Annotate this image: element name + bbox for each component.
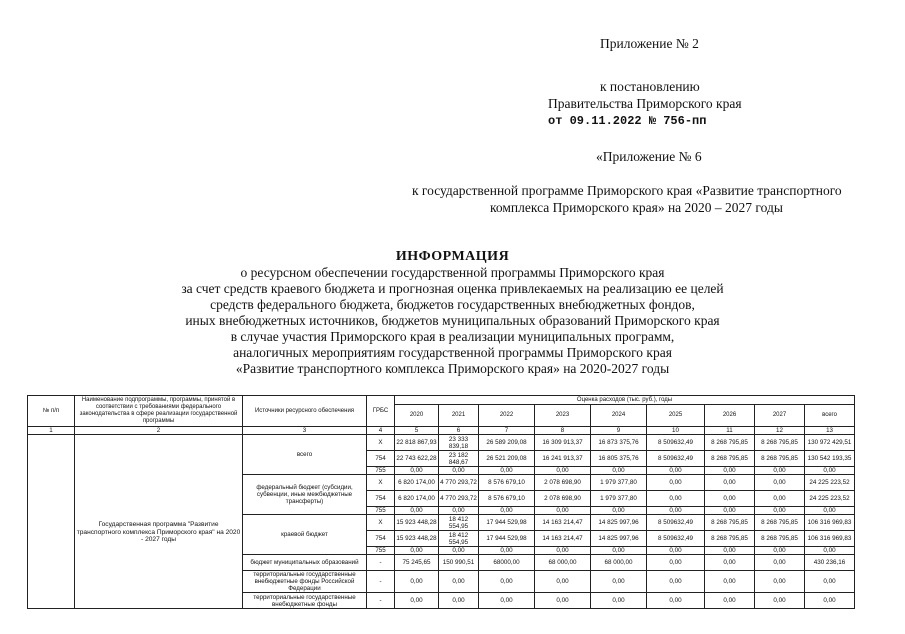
value-cell: 68 000,00 — [591, 555, 647, 571]
value-cell: 0,00 — [591, 593, 647, 609]
value-cell: 16 241 913,37 — [535, 451, 591, 467]
title-line-4: иных внебюджетных источников, бюджетов муниципальных образований Приморского края — [185, 313, 720, 328]
value-cell: 8 509632,49 — [647, 435, 705, 451]
value-cell: 8 268 795,85 — [705, 531, 755, 547]
value-cell: 8 268 795,85 — [755, 531, 805, 547]
value-cell: 0,00 — [805, 593, 855, 609]
value-cell: 16 309 913,37 — [535, 435, 591, 451]
grbs-cell: Х — [367, 435, 395, 451]
value-cell: 0,00 — [439, 547, 479, 555]
title-line-2: за счет средств краевого бюджета и прогнозная оценка привлекаемых на реализацию ее целей — [181, 281, 724, 296]
row-num — [28, 435, 75, 609]
year-2022: 2022 — [479, 405, 535, 427]
value-cell: 0,00 — [755, 547, 805, 555]
value-cell: 6 820 174,00 — [395, 491, 439, 507]
value-cell: 0,00 — [395, 507, 439, 515]
title-line-3: средств федерального бюджета, бюджетов государственных внебюджетных фондов, — [210, 297, 695, 312]
grbs-cell: 754 — [367, 491, 395, 507]
value-cell: 14 825 997,96 — [591, 531, 647, 547]
value-cell: 0,00 — [647, 507, 705, 515]
value-cell: 8 268 795,85 — [705, 435, 755, 451]
title-line-6: аналогичных мероприятиям государственной программы Приморского края — [233, 345, 672, 360]
value-cell: 68 000,00 — [535, 555, 591, 571]
table-header — [28, 396, 905, 427]
value-cell: 0,00 — [535, 593, 591, 609]
year-2026: 2026 — [705, 405, 755, 427]
value-cell: 0,00 — [591, 547, 647, 555]
header-source: Источники ресурсного обеспечения — [243, 396, 367, 427]
value-cell: 0,00 — [755, 467, 805, 475]
value-cell: 0,00 — [591, 507, 647, 515]
value-cell: 0,00 — [805, 547, 855, 555]
grbs-cell: 755 — [367, 507, 395, 515]
value-cell: 15 923 448,28 — [395, 515, 439, 531]
index-cell-2: 2 — [75, 427, 243, 435]
value-cell: 8 576 679,10 — [479, 491, 535, 507]
value-cell: 0,00 — [439, 507, 479, 515]
value-cell: 15 923 448,28 — [395, 531, 439, 547]
index-cell-10: 10 — [647, 427, 705, 435]
value-cell: 0,00 — [395, 547, 439, 555]
value-cell: 6 820 174,00 — [395, 475, 439, 491]
value-cell: 0,00 — [805, 571, 855, 593]
value-cell: 26 521 209,08 — [479, 451, 535, 467]
value-cell: 0,00 — [755, 475, 805, 491]
index-cell-3: 3 — [243, 427, 367, 435]
grbs-cell: Х — [367, 515, 395, 531]
index-cell-4: 4 — [367, 427, 395, 435]
value-cell: 0,00 — [647, 571, 705, 593]
value-cell: 4 770 293,72 — [439, 491, 479, 507]
value-cell: 0,00 — [535, 547, 591, 555]
source-cell: федеральный бюджет (субсидии, субвенции, иные межбюджетные трансферты) — [243, 475, 367, 515]
value-cell: 18 412 554,95 — [439, 515, 479, 531]
value-cell: 16 873 375,76 — [591, 435, 647, 451]
title-line-5: в случае участия Приморского края в реализации муниципальных программ, — [230, 329, 675, 344]
value-cell: 0,00 — [535, 507, 591, 515]
value-cell: 1 979 377,80 — [591, 491, 647, 507]
value-cell: 8 268 795,85 — [755, 515, 805, 531]
year-2021: 2021 — [439, 405, 479, 427]
value-cell: 0,00 — [647, 475, 705, 491]
header-name: Наименование подпрограммы, программы, принятой в соответствии с требованиями федерального законодательства в сфере реализации государственной программы — [75, 396, 243, 427]
index-cell-7: 7 — [479, 427, 535, 435]
value-cell: 0,00 — [755, 555, 805, 571]
source-cell: бюджет муниципальных образований — [243, 555, 367, 571]
value-cell: 0,00 — [705, 467, 755, 475]
value-cell: 22 818 867,93 — [395, 435, 439, 451]
value-cell: 23 182 848,67 — [439, 451, 479, 467]
grbs-cell: Х — [367, 475, 395, 491]
value-cell: 0,00 — [395, 467, 439, 475]
value-cell: 8 576 679,10 — [479, 475, 535, 491]
value-cell: 8 268 795,85 — [705, 451, 755, 467]
value-cell: 0,00 — [479, 467, 535, 475]
value-cell: 0,00 — [705, 547, 755, 555]
year-2027: 2027 — [755, 405, 805, 427]
index-cell-12: 12 — [755, 427, 805, 435]
value-cell: 18 412 554,95 — [439, 531, 479, 547]
index-cell-8: 8 — [535, 427, 591, 435]
value-cell: 8 268 795,85 — [705, 515, 755, 531]
value-cell: 0,00 — [805, 467, 855, 475]
grbs-cell: - — [367, 571, 395, 593]
value-cell: 0,00 — [755, 593, 805, 609]
value-cell: 0,00 — [395, 593, 439, 609]
value-cell: 8 509632,49 — [647, 531, 705, 547]
government-label: Правительства Приморского края — [548, 96, 742, 111]
value-cell: 0,00 — [755, 507, 805, 515]
value-cell: 0,00 — [439, 571, 479, 593]
index-cell-11: 11 — [705, 427, 755, 435]
index-cell-9: 9 — [591, 427, 647, 435]
value-cell: 8 268 795,85 — [755, 435, 805, 451]
index-cell-6: 6 — [439, 427, 479, 435]
year-2025: 2025 — [647, 405, 705, 427]
value-cell: 0,00 — [705, 571, 755, 593]
value-cell: 0,00 — [705, 555, 755, 571]
value-cell: 0,00 — [439, 467, 479, 475]
value-cell: 17 944 529,98 — [479, 515, 535, 531]
value-cell: 0,00 — [395, 571, 439, 593]
appendix-label: Приложение № 2 — [600, 36, 699, 51]
value-cell: 2 078 698,90 — [535, 491, 591, 507]
value-cell: 8 509632,49 — [647, 451, 705, 467]
value-cell: 0,00 — [705, 507, 755, 515]
program-ref-line1: к государственной программе Приморского края «Развитие транспортного — [412, 183, 842, 198]
value-cell: 26 589 209,08 — [479, 435, 535, 451]
program-name: Государственная программа "Развитие транспортного комплекса Приморского края" на 2020 - 2027 годы — [75, 435, 243, 609]
index-cell-13: 13 — [805, 427, 855, 435]
header-grbs: ГРБС — [367, 396, 395, 427]
value-cell: 0,00 — [647, 491, 705, 507]
grbs-cell: 755 — [367, 547, 395, 555]
program-ref-line2: комплекса Приморского края» на 2020 – 2027 годы — [490, 200, 783, 215]
to-resolution-label: к постановлению — [600, 79, 700, 94]
value-cell: 0,00 — [647, 547, 705, 555]
value-cell: 0,00 — [479, 571, 535, 593]
value-cell: 0,00 — [647, 593, 705, 609]
value-cell: 0,00 — [705, 475, 755, 491]
value-cell: 0,00 — [705, 491, 755, 507]
value-cell: 0,00 — [479, 593, 535, 609]
value-cell: 1 979 377,80 — [591, 475, 647, 491]
value-cell: 0,00 — [755, 571, 805, 593]
year-2020: 2020 — [395, 405, 439, 427]
appendix6-label: «Приложение № 6 — [596, 149, 702, 164]
grbs-cell: 754 — [367, 531, 395, 547]
grbs-cell: - — [367, 555, 395, 571]
value-cell: 130 542 193,35 — [805, 451, 855, 467]
title-line-1: о ресурсном обеспечении государственной программы Приморского края — [240, 265, 665, 280]
resource-table — [27, 395, 905, 609]
grbs-cell: 755 — [367, 467, 395, 475]
value-cell: 22 743 622,28 — [395, 451, 439, 467]
header-num: № п/п — [28, 396, 75, 427]
value-cell: 8 268 795,85 — [755, 451, 805, 467]
title-line-7: «Развитие транспортного комплекса Приморского края» на 2020-2027 годы — [235, 361, 670, 376]
grbs-cell: 754 — [367, 451, 395, 467]
source-cell: территориальные государственные внебюджетные фонды — [243, 593, 367, 609]
value-cell: 17 944 529,98 — [479, 531, 535, 547]
value-cell: 0,00 — [755, 491, 805, 507]
value-cell: 0,00 — [647, 467, 705, 475]
source-cell: территориальные государственные внебюджетные фонды Российской Федерации — [243, 571, 367, 593]
value-cell: 2 078 698,90 — [535, 475, 591, 491]
value-cell: 0,00 — [535, 571, 591, 593]
value-cell: 430 236,16 — [805, 555, 855, 571]
value-cell: 23 333 839,18 — [439, 435, 479, 451]
value-cell: 14 163 214,47 — [535, 515, 591, 531]
grbs-cell: - — [367, 593, 395, 609]
table-body — [28, 427, 905, 609]
year-total: всего — [805, 405, 855, 427]
value-cell: 150 990,51 — [439, 555, 479, 571]
table-row — [28, 435, 905, 451]
year-2023: 2023 — [535, 405, 591, 427]
value-cell: 106 316 969,83 — [805, 515, 855, 531]
value-cell: 0,00 — [805, 507, 855, 515]
value-cell: 130 972 429,51 — [805, 435, 855, 451]
value-cell: 24 225 223,52 — [805, 491, 855, 507]
header-estimate: Оценка расходов (тыс. руб.), годы — [395, 396, 855, 405]
index-cell-1: 1 — [28, 427, 75, 435]
value-cell: 0,00 — [535, 467, 591, 475]
value-cell: 106 316 969,83 — [805, 531, 855, 547]
value-cell: 14 825 997,96 — [591, 515, 647, 531]
value-cell: 4 770 293,72 — [439, 475, 479, 491]
value-cell: 24 225 223,52 — [805, 475, 855, 491]
date-number-label: от 09.11.2022 № 756-пп — [548, 114, 707, 128]
value-cell: 0,00 — [647, 555, 705, 571]
value-cell: 14 163 214,47 — [535, 531, 591, 547]
value-cell: 75 245,65 — [395, 555, 439, 571]
source-cell: краевой бюджет — [243, 515, 367, 555]
value-cell: 0,00 — [591, 467, 647, 475]
value-cell: 16 805 375,76 — [591, 451, 647, 467]
index-cell-5: 5 — [395, 427, 439, 435]
value-cell: 0,00 — [479, 547, 535, 555]
value-cell: 0,00 — [591, 571, 647, 593]
value-cell: 0,00 — [705, 593, 755, 609]
source-cell: всего — [243, 435, 367, 475]
value-cell: 8 509632,49 — [647, 515, 705, 531]
title-heading: ИНФОРМАЦИЯ — [395, 249, 510, 264]
value-cell: 68000,00 — [479, 555, 535, 571]
value-cell: 0,00 — [479, 507, 535, 515]
year-2024: 2024 — [591, 405, 647, 427]
value-cell: 0,00 — [439, 593, 479, 609]
index-row — [28, 427, 905, 435]
